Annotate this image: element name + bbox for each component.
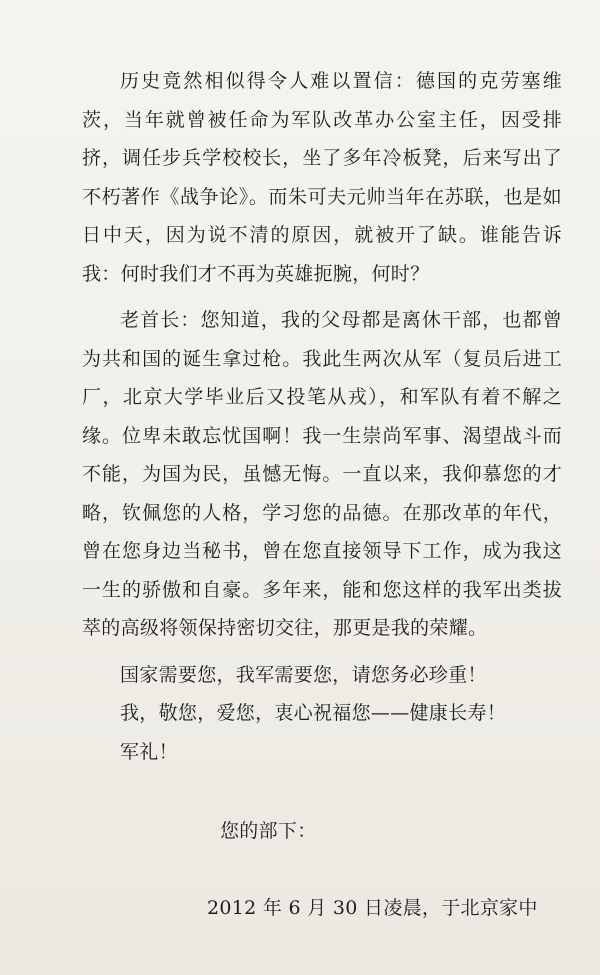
closing-line-salute: 军礼！ [120,740,178,763]
closing-line-blessing: 我，敬您，爱您，衷心祝福您——健康长寿！ [120,702,507,724]
paragraph-history: 历史竟然相似得令人难以置信：德国的克劳塞维茨，当年就曾被任命为军队改革办公室主任，因受排挤，调任步兵学校校长，坐了多年冷板凳，后来写出了不朽著作《战争论》。而朱可夫元帅当年在苏联，也是如日中天，因为说不清的原因，就被开了缺。谁能告诉我：何时我们才不再为英雄扼腕，何时？ [82,70,562,285]
date-line: 2012 年 6 月 30 日凌晨，于北京家中 [207,897,538,919]
letter-body [82,62,562,771]
signature-line: 您的部下： [220,820,317,842]
closing-line-national-need: 国家需要您，我军需要您，请您务必珍重！ [120,663,487,686]
paragraph-address: 老首长：您知道，我的父母都是离休干部，也都曾为共和国的诞生拿过枪。我此生两次从军（复员后进工厂，北京大学毕业后又投笔从戎），和军队有着不解之缘。位卑未敢忘忧国啊！我一生崇尚军事、渴望战斗而不能，为国为民，虽憾无悔。一直以来，我仰慕您的才略，钦佩您的人格，学习您的品德。在那改革的年代，曾在您身边当秘书，曾在您直接领导下工作，成为我这一生的骄傲和自豪。多年来，能和您这样的我军出类拔萃的高级将领保持密切交往，那更是我的荣耀。 [82,309,562,639]
